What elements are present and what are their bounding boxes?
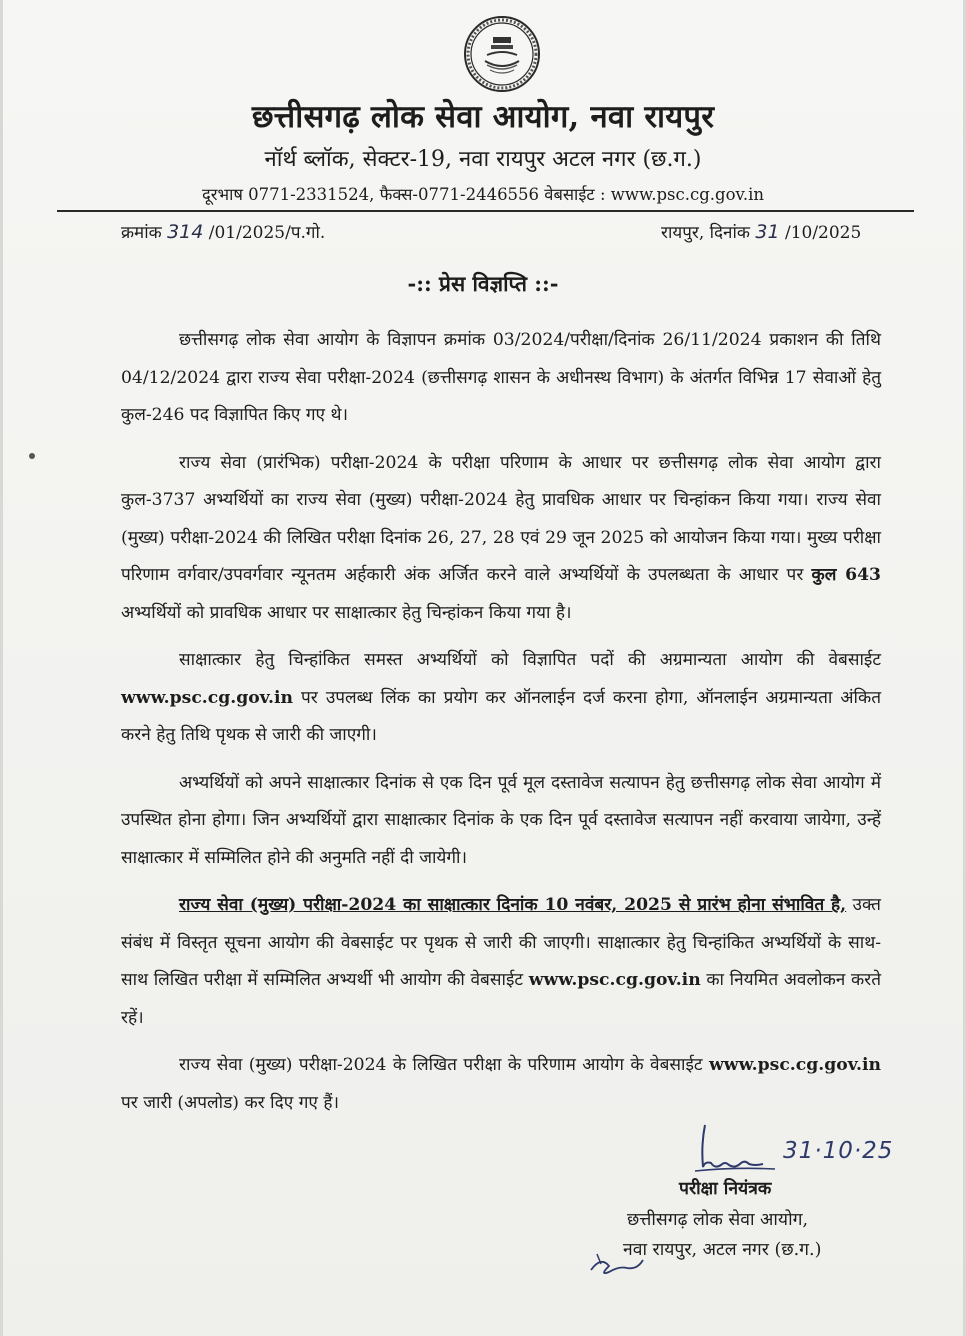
paragraph-6-text: राज्य सेवा (मुख्य) परीक्षा-2024 के लिखित परीक्षा के परिणाम आयोग के वेबसाईट: [179, 1055, 709, 1075]
paragraph-3-text-end: पर उपलब्ध लिंक का प्रयोग कर ऑनलाईन दर्ज करना होगा, ऑनलाईन अग्रमान्यता अंकित करने हेतु तिथि पृथक से जारी की जाएगी।: [121, 687, 881, 745]
ref-suffix: /01/2025/प.गो.: [203, 223, 326, 243]
state-emblem-icon: [463, 15, 541, 93]
issue-date: [661, 220, 861, 243]
ref-handwritten-number: 314: [167, 221, 204, 243]
paragraph-2: [121, 445, 881, 633]
paragraph-6-text-end: पर जारी (अपलोड) कर दिए गए हैं।: [121, 1092, 339, 1113]
body-text: [121, 322, 881, 1130]
paragraph-2-text-end: अभ्यर्थियों को प्रावधिक आधार पर साक्षात्कार हेतु चिन्हांकन किया गया है।: [121, 602, 572, 623]
contact-line: दूरभाष 0771-2331524, फैक्स-0771-2446556 वेबसाईट : www.psc.cg.gov.in: [201, 185, 765, 204]
paragraph-6: [121, 1047, 881, 1122]
date-prefix: रायपुर, दिनांक: [661, 223, 756, 243]
paragraph-1: छत्तीसगढ़ लोक सेवा आयोग के विज्ञापन क्रमांक 03/2024/परीक्षा/दिनांक 26/11/2024 प्रकाशन की तिथि 04/12/2024 द्वारा राज्य सेवा परीक्षा-2024 (छत्तीसगढ़ शासन के अधीनस्थ विभाग) के अंतर्गत विभिन्न 17 सेवाओं हेतु कुल-246 पद विज्ञापित किए गए थे।: [121, 330, 881, 425]
paragraph-4: अभ्यर्थियों को अपने साक्षात्कार दिनांक से एक दिन पूर्व मूल दस्तावेज सत्यापन हेतु छत्तीसगढ़ लोक सेवा आयोग में उपस्थित होना होगा। जिन अभ्यर्थियों द्वारा साक्षात्कार दिनांक के एक दिन पूर्व दस्तावेज सत्यापन नहीं करवाया जायेगा, उन्हें साक्षात्कार में सम्मिलित होने की अनुमति नहीं दी जायेगी।: [121, 772, 881, 868]
paragraph-2-text: राज्य सेवा (प्रारंभिक) परीक्षा-2024 के परीक्षा परिणाम के आधार पर छत्तीसगढ़ लोक सेवा आयोग द्वारा कुल-3737 अभ्यर्थियों का राज्य सेवा (मुख्य) परीक्षा-2024 हेतु प्रावधिक आधार पर चिन्हांकन किया गया। राज्य सेवा (मुख्य) परीक्षा-2024 की लिखित परीक्षा दिनांक 26, 27, 28 एवं 29 जून 2025 को आयोजन किया गया। मुख्य परीक्षा परिणाम वर्गवार/उपवर्गवार न्यूनतम अर्हकारी अंक अर्जित करने वाले अभ्यर्थियों के उपलब्धता के आधार पर: [121, 452, 881, 585]
organization-title: छत्तीसगढ़ लोक सेवा आयोग, नवा रायपुर: [251, 99, 715, 135]
signature-date: 31·10·25: [783, 1138, 894, 1164]
signatory-organization: छत्तीसगढ़ लोक सेवा आयोग,: [627, 1210, 809, 1230]
press-release-heading: -:: प्रेस विज्ञप्ति ::-: [407, 271, 559, 296]
ref-prefix: क्रमांक: [121, 223, 168, 243]
paragraph-3: [121, 642, 881, 755]
paragraph-5-text-end: का नियमित अवलोकन करते रहें।: [121, 970, 881, 1028]
paragraph-5-text: उक्त संबंध में विस्तृत सूचना आयोग की वेबसाईट पर पृथक से जारी की जाएगी। साक्षात्कार हेतु चिन्हांकित अभ्यर्थियों के साथ-साथ लिखित परीक्षा में सम्मिलित अभ्यर्थी भी आयोग की वेबसाईट: [121, 895, 881, 990]
signatory-location: नवा रायपुर, अटल नगर (छ.ग.): [623, 1240, 822, 1260]
paragraph-3-text: साक्षात्कार हेतु चिन्हांकित समस्त अभ्यर्थियों को विज्ञापित पदों की अग्रमान्यता आयोग की वेबसाईट: [179, 650, 881, 670]
website-link[interactable]: www.psc.cg.gov.in: [709, 1055, 881, 1075]
organization-address: नॉर्थ ब्लॉक, सेक्टर-19, नवा रायपुर अटल नगर (छ.ग.): [264, 147, 702, 172]
handwritten-signature: [675, 1115, 795, 1185]
date-suffix: /10/2025: [779, 223, 862, 243]
selected-count: कुल 643: [811, 565, 881, 585]
header-divider: [57, 210, 914, 212]
paragraph-5: [121, 887, 881, 1037]
website-link[interactable]: www.psc.cg.gov.in: [528, 970, 701, 990]
interview-date-notice: राज्य सेवा (मुख्य) परीक्षा-2024 का साक्षात्कार दिनांक 10 नवंबर, 2025 से प्रारंभ होना संभावित है,: [179, 895, 847, 915]
scan-speck: [29, 453, 35, 459]
website-link[interactable]: www.psc.cg.gov.in: [121, 687, 293, 708]
reference-number: [121, 220, 325, 243]
signatory-designation: परीक्षा नियंत्रक: [679, 1179, 772, 1199]
date-handwritten-day: 31: [755, 221, 780, 243]
